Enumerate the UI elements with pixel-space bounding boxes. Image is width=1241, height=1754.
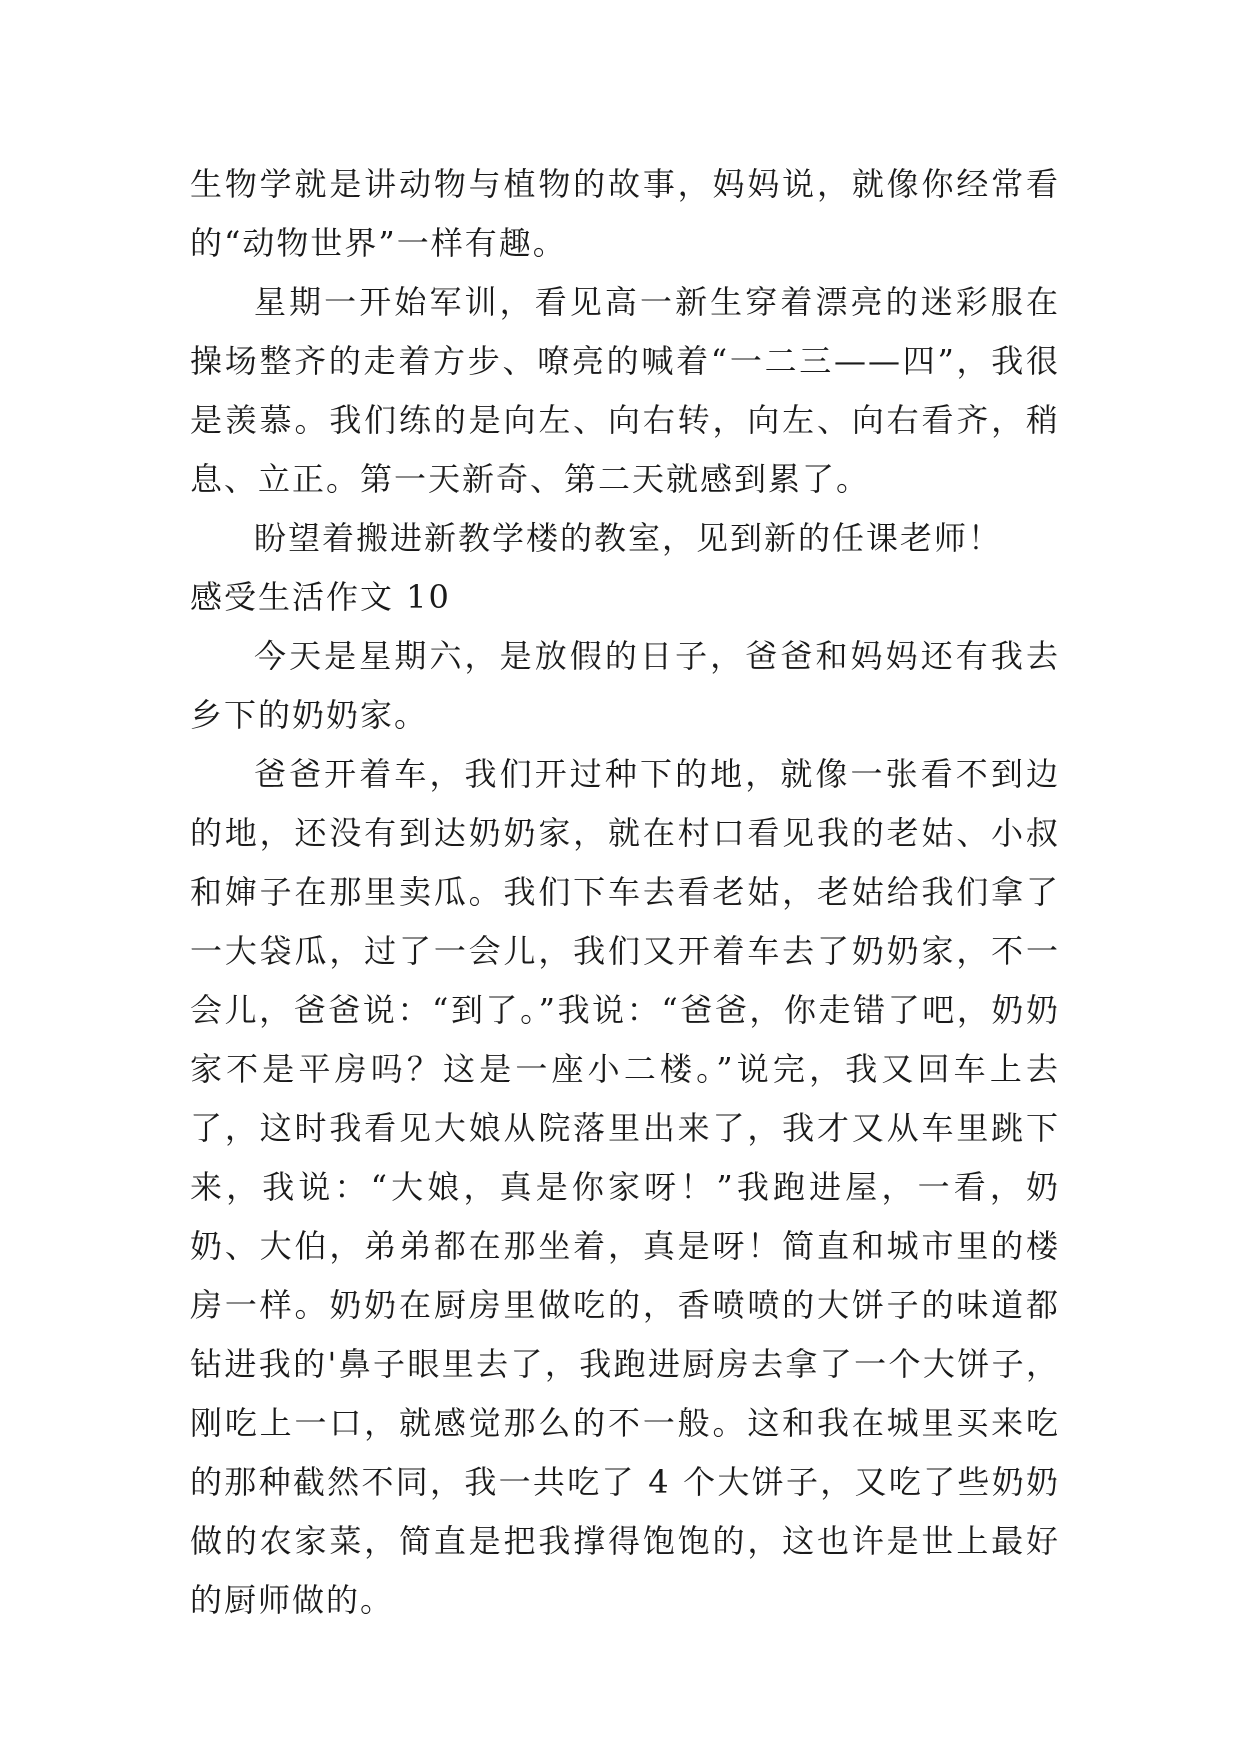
paragraph-3: 盼望着搬进新教学楼的教室，见到新的任课老师！ (254, 519, 1003, 557)
paragraph-1: 生物学就是讲动物与植物的故事，妈妈说，就像你经常看的“动物世界”一样有趣。 (190, 165, 1060, 262)
paragraph-4: 今天是星期六，是放假的日子，爸爸和妈妈还有我去乡下的奶奶家。 (190, 637, 1060, 734)
paragraph-5: 爸爸开着车，我们开过种下的地，就像一张看不到边的地，还没有到达奶奶家，就在村口看见我的老姑、小叔和婶子在那里卖瓜。我们下车去看老姑，老姑给我们拿了一大袋瓜，过了一会儿，我们又开着车去了奶奶家，不一会儿，爸爸说：“到了。”我说：“爸爸，你走错了吧，奶奶家不是平房吗？这是一座小二楼。”说完，我又回车上去了，这时我看见大娘从院落里出来了，我才又从车里跳下来，我说：“大娘，真是你家呀！”我跑进屋，一看，奶奶、大伯，弟弟都在那坐着，真是呀！简直和城市里的楼房一样。奶奶在厨房里做吃的，香喷喷的大饼子的味道都钻进我的'鼻子眼里去了，我跑进厨房去拿了一个大饼子，刚吃上一口，就感觉那么的不一般。这和我在城里买来吃的那种截然不同，我一共吃了 4 个大饼子，又吃了些奶奶做的农家菜，简直是把我撑得饱饱的，这也许是世上最好的厨师做的。 (190, 755, 1060, 1619)
document-page (190, 155, 1060, 1630)
paragraph-2: 星期一开始军训，看见高一新生穿着漂亮的迷彩服在操场整齐的走着方步、嘹亮的喊着“一二三——四”，我很是羡慕。我们练的是向左、向右转，向左、向右看齐，稍息、立正。第一天新奇、第二天就感到累了。 (190, 283, 1060, 498)
essay-heading: 感受生活作文 10 (190, 578, 451, 616)
